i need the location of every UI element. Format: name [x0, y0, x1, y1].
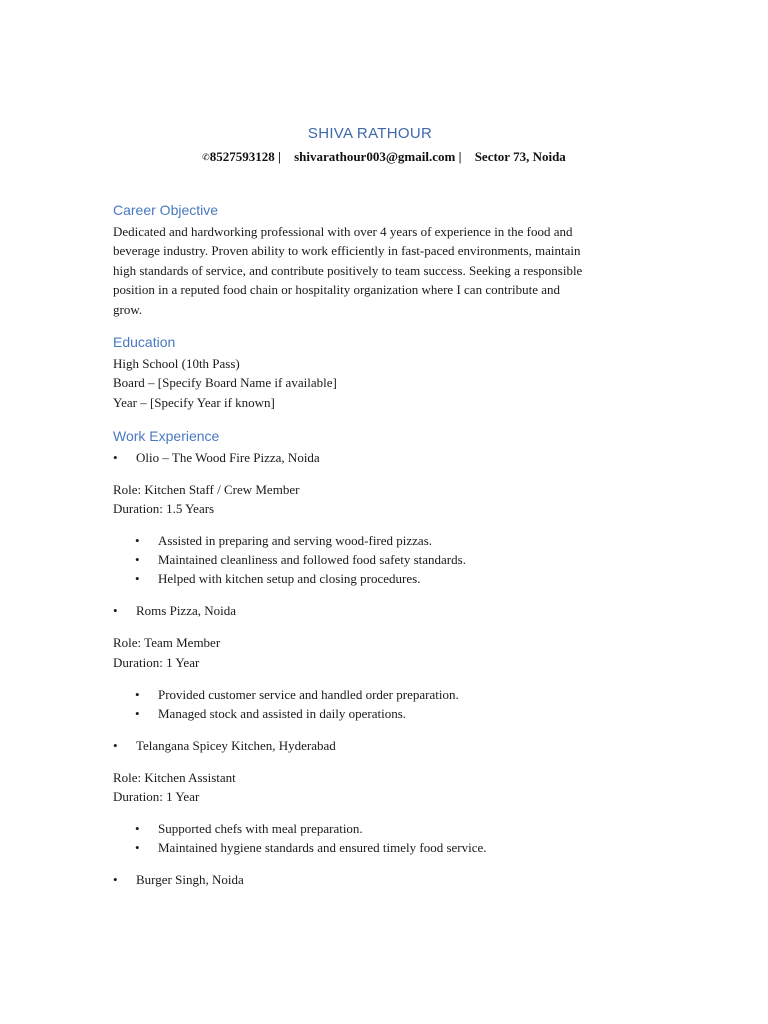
bullet-icon: • — [113, 603, 118, 618]
education-line: Board – [Specify Board Name if available] — [113, 375, 337, 390]
phone-icon: ✆ — [202, 152, 210, 162]
job-duty: • Assisted in preparing and serving wood-fired pizzas. — [135, 533, 433, 548]
bullet-icon: • — [135, 687, 140, 702]
job-company: • Roms Pizza, Noida — [113, 603, 237, 618]
job-role: Role: Kitchen Staff / Crew Member — [113, 482, 300, 497]
bullet-icon: • — [113, 872, 118, 887]
contact-line — [0, 149, 768, 165]
job-company: • Burger Singh, Noida — [113, 872, 244, 887]
job-duty: • Helped with kitchen setup and closing procedures. — [135, 571, 421, 586]
education-line: Year – [Specify Year if known] — [113, 395, 275, 410]
career-objective-heading: Career Objective — [113, 202, 219, 218]
objective-line: grow. — [113, 301, 143, 317]
career-objective-text — [113, 222, 582, 319]
job-company: • Olio – The Wood Fire Pizza, Noida — [113, 450, 320, 465]
bullet-icon: • — [135, 821, 140, 836]
location: Sector 73, Noida — [474, 149, 566, 164]
bullet-icon: • — [135, 571, 140, 586]
job-duty: • Supported chefs with meal preparation. — [135, 821, 363, 836]
work-experience-heading: Work Experience — [113, 428, 220, 444]
job-company: • Telangana Spicey Kitchen, Hyderabad — [113, 738, 336, 753]
objective-line: Dedicated and hardworking professional with over 4 years of experience in the food and — [113, 224, 573, 239]
job-duty: • Managed stock and assisted in daily operations. — [135, 706, 407, 721]
job-duration: Duration: 1 Year — [113, 789, 200, 804]
bullet-icon: • — [135, 533, 140, 548]
objective-line: position in a reputed food chain or hospitality organization where I can contribute and — [113, 282, 561, 298]
job-role: Role: Team Member — [113, 635, 221, 650]
bullet-icon: • — [135, 840, 140, 855]
job-role: Role: Kitchen Assistant — [113, 770, 236, 785]
job-duty: • Provided customer service and handled order preparation. — [135, 687, 459, 702]
education-heading: Education — [113, 334, 176, 350]
resume-name: SHIVA RATHOUR — [307, 125, 433, 142]
objective-line: high standards of service, and contribute positively to team success. Seeking a responsible — [113, 262, 583, 278]
job-duration: Duration: 1.5 Years — [113, 501, 215, 516]
bullet-icon: • — [113, 450, 118, 465]
bullet-icon: • — [135, 706, 140, 721]
email-address: shivarathour003@gmail.com | — [294, 149, 462, 164]
job-duty: • Maintained cleanliness and followed food safety standards. — [135, 552, 466, 567]
job-duty: • Maintained hygiene standards and ensured timely food service. — [135, 840, 487, 855]
bullet-icon: • — [135, 552, 140, 567]
bullet-icon: • — [113, 738, 118, 753]
phone-number: 8527593128 | — [209, 149, 281, 164]
job-duration: Duration: 1 Year — [113, 655, 200, 670]
education-line: High School (10th Pass) — [113, 356, 240, 371]
objective-line: beverage industry. Proven ability to work efficiently in fast-paced environments, maintain — [113, 243, 581, 259]
